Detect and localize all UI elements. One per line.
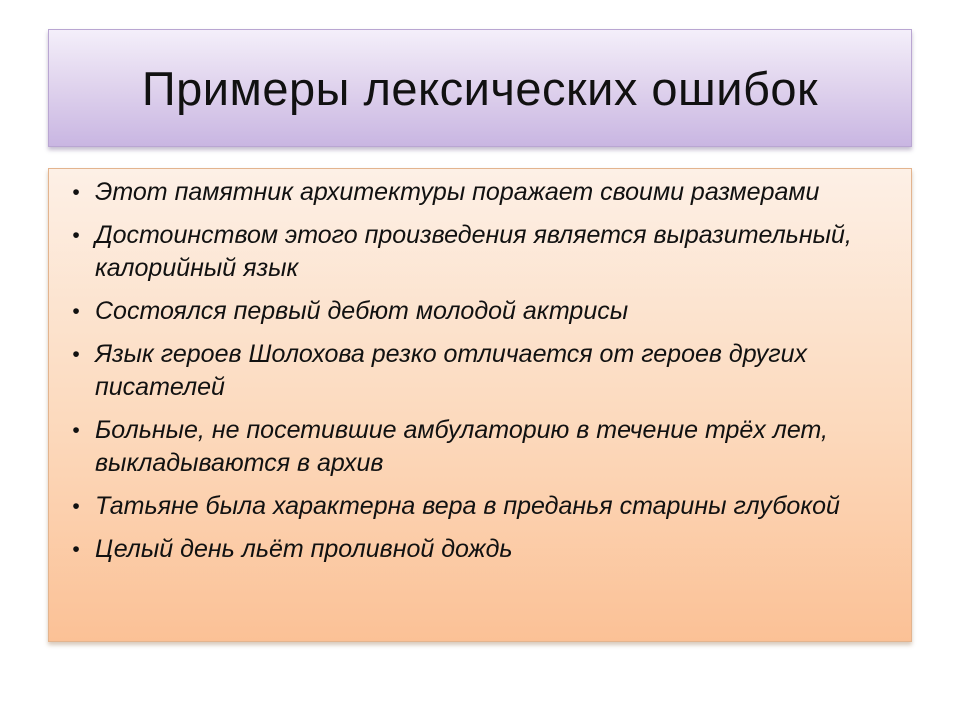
bullet-text: Татьяне была характерна вера в преданья старины глубокой <box>95 492 840 520</box>
bullet-icon: • <box>72 538 80 561</box>
slide-title: Примеры лексических ошибок <box>141 61 819 115</box>
list-item <box>57 338 891 404</box>
bullet-icon: • <box>72 181 80 204</box>
bullet-text: Целый день льёт проливной дождь <box>95 535 513 563</box>
list-item <box>57 490 891 523</box>
list-item <box>57 176 891 209</box>
bullet-text: Язык героев Шолохова резко отличается от героев других писателей <box>95 340 808 401</box>
bullet-icon: • <box>72 495 80 518</box>
list-item <box>57 219 891 285</box>
bullet-icon: • <box>72 419 80 442</box>
title-panel <box>48 29 912 147</box>
bullet-text: Состоялся первый дебют молодой актрисы <box>95 297 629 325</box>
bullet-icon: • <box>72 300 80 323</box>
bullet-text: Больные, не посетившие амбулаторию в течение трёх лет, выкладываются в архив <box>95 416 828 477</box>
bullet-list <box>57 176 891 566</box>
bullet-icon: • <box>72 224 80 247</box>
content-panel <box>48 168 912 642</box>
bullet-text: Достоинством этого произведения является выразительный, калорийный язык <box>95 221 852 282</box>
bullet-icon: • <box>72 343 80 366</box>
list-item <box>57 414 891 480</box>
list-item <box>57 533 891 566</box>
list-item <box>57 295 891 328</box>
bullet-text: Этот памятник архитектуры поражает своими размерами <box>95 178 820 206</box>
